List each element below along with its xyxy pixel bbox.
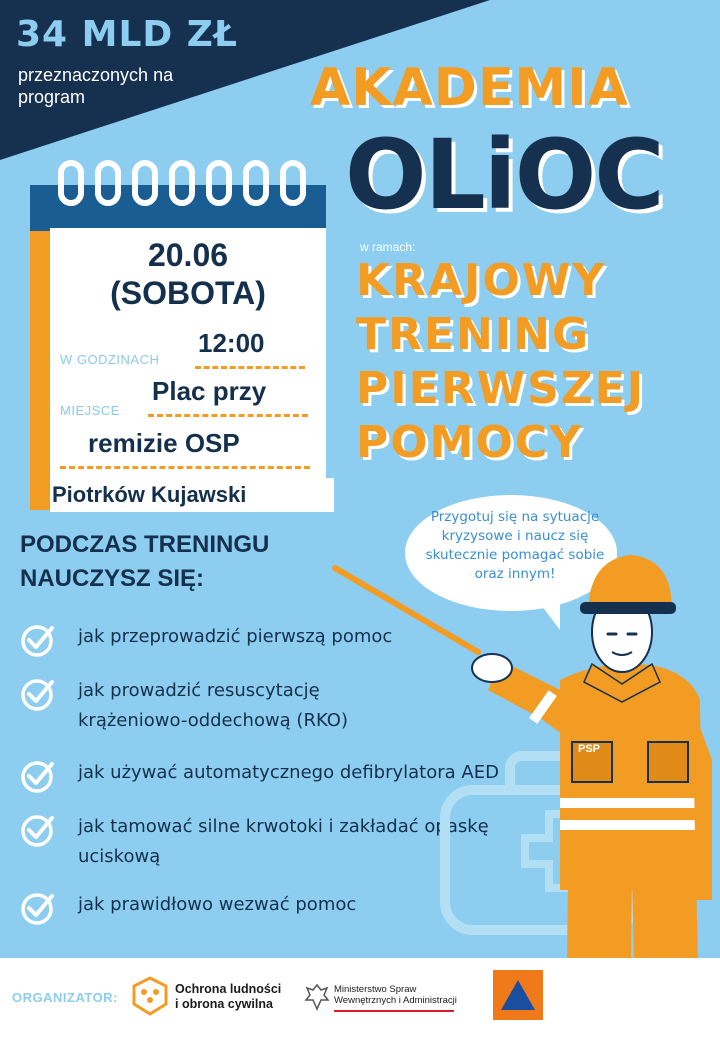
list-item-text: jak prawidłowo wezwać pomoc — [78, 894, 357, 915]
civil-protection-logo-icon — [132, 976, 168, 1016]
pointer-stick-icon — [335, 568, 478, 652]
event-city: Piotrków Kujawski — [50, 478, 334, 512]
civil-defence-triangle-icon — [493, 970, 543, 1020]
program-line: PIERWSZEJ — [356, 363, 646, 414]
budget-amount: 34 MLD ZŁ — [16, 14, 239, 55]
title-olioc: OLiOC — [345, 119, 663, 231]
list-item-text: jak przeprowadzić pierwszą pomoc — [78, 626, 393, 647]
place-line-2: remizie OSP — [88, 428, 240, 458]
list-item-text: jak tamować silne krwotoki i zakładać opaskę uciskową — [78, 816, 489, 867]
title-akademia: AKADEMIA — [310, 58, 629, 118]
logo-line: Ministerstwo Spraw — [334, 984, 417, 995]
organizer-label: ORGANIZATOR: — [12, 990, 118, 1005]
hours-label: W GODZINACH — [60, 352, 160, 367]
learn-heading-line: NAUCZYSZ SIĘ: — [20, 565, 205, 592]
ministry-logo-text — [334, 984, 457, 1006]
eagle-emblem-icon — [304, 982, 330, 1012]
budget-subtitle: przeznaczonych na program — [18, 65, 174, 107]
speech-bubble-text: Przygotuj się na sytuacje kryzysowe i naucz się skutecznie pomagać sobie oraz innym! — [425, 509, 605, 582]
event-day: (SOBOTA) — [110, 275, 266, 311]
logo-line: Wewnętrznych i Administracji — [334, 995, 457, 1006]
in-frame-label: w ramach: — [360, 240, 416, 254]
learn-heading-line: PODCZAS TRENINGU — [20, 531, 270, 558]
event-date-value: 20.06 — [147, 237, 229, 273]
ministry-underline — [334, 1010, 454, 1012]
program-line: TRENING — [356, 309, 591, 360]
logo-line: i obrona cywilna — [175, 997, 273, 1011]
event-time: 12:00 — [198, 328, 265, 358]
list-item-text: jak prowadzić resuscytację krążeniowo-oddechową (RKO) — [78, 680, 348, 731]
program-line: POMOCY — [356, 417, 583, 468]
program-line: KRAJOWY — [356, 255, 607, 306]
list-item-text: jak używać automatycznego defibrylatora AED — [78, 762, 499, 783]
place-line-1: Plac przy — [152, 376, 267, 406]
logo-line: Ochrona ludności — [175, 982, 282, 996]
helmet-badge-text: PSP — [578, 743, 601, 755]
civil-protection-logo-text — [175, 982, 281, 1012]
place-label: MIEJSCE — [60, 403, 120, 418]
